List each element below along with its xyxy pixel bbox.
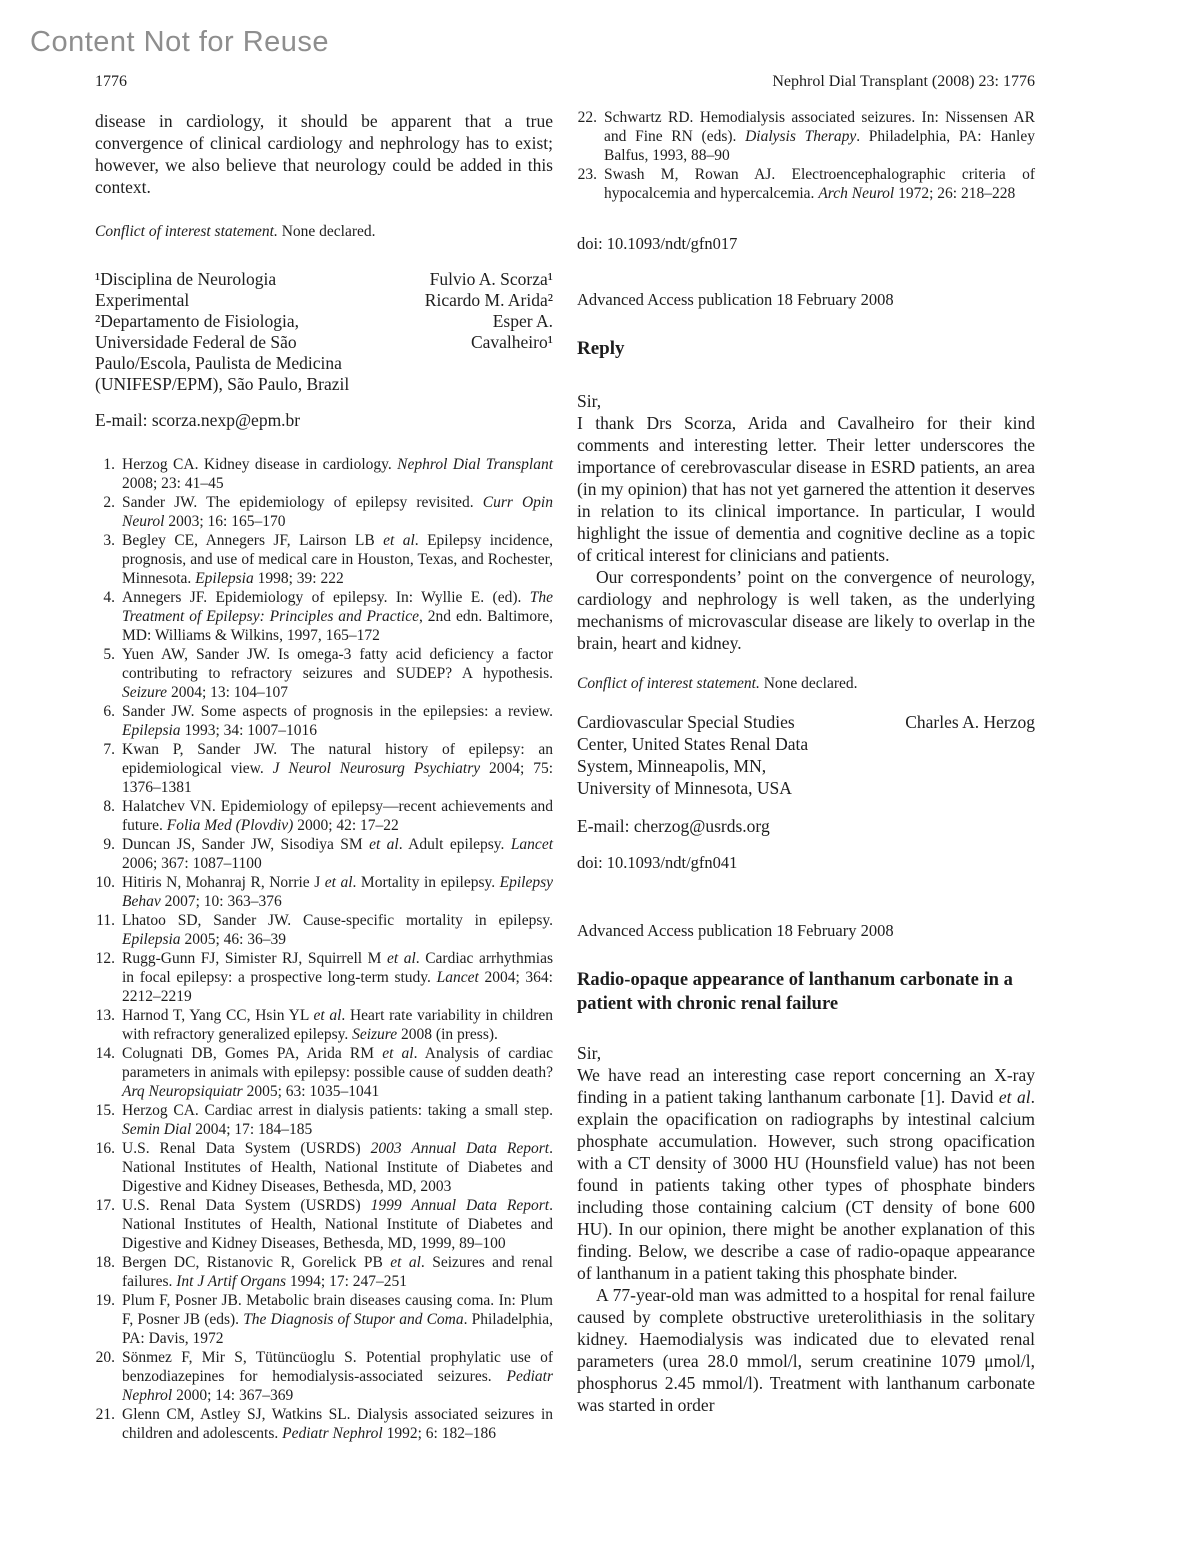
paragraph: Our correspondents’ point on the convergence of neurology, cardiology and nephrology is well taken, as the underlying mechanisms of microvascular disease are likely to overlap in the brain, heart and kidney. [577,567,1035,653]
reference-number: 22. [577,109,597,126]
letter-title: Radio-opaque appearance of lanthanum carbonate in a patient with chronic renal failure [577,970,1013,1014]
paragraph: I thank Drs Scorza, Arida and Cavalheiro for their kind comments and interesting letter. Their letter underscores the importance of cerebrovascular disease in ESRD patients, an area (in my opinion) that has not yet garnered the attention it deserves in relation to its clinical importance. In particular, I would highlight the issue of dementia and cognitive decline as a topic of critical interest for clinicians and patients. [577,413,1035,565]
reference-item: 5. Yuen AW, Sander JW. Is omega-3 fatty acid deficiency a factor contributing to refractory seizures and SUDEP? A hypothesis. Seizure 2004; 13: 104–107 [95,645,553,702]
text-line: ¹Disciplina de Neurologia [95,269,277,289]
text-line: Ricardo M. Arida² [424,290,553,310]
reference-item: 13. Harnod T, Yang CC, Hsin YL et al. Heart rate variability in children with refractory generalized epilepsy. Seizure 2008 (in press). [95,1007,553,1043]
reference-item: 23. Swash M, Rowan AJ. Electroencephalographic criteria of hypocalcemia and hypercalcemia. Arch Neurol 1972; 26: 218–228 [577,166,1035,202]
reference-number: 18. [95,1254,115,1271]
running-header [95,72,1035,91]
reference-item: 20. Sönmez F, Mir S, Tütüncüoglu S. Potential prophylatic use of benzodiazepines for hemodialysis-associated seizures. Pediatr Nephrol 2000; 14: 367–369 [95,1349,553,1404]
page-number: 1776 [95,73,127,90]
author-names [425,269,553,395]
right-column [577,104,1035,1416]
reference-item: 1. Herzog CA. Kidney disease in cardiology. Nephrol Dial Transplant 2008; 23: 41–45 [95,455,553,493]
reference-item: 21. Glenn CM, Astley SJ, Watkins SL. Dialysis associated seizures in children and adolescents. Pediatr Nephrol 1992; 6: 182–186 [95,1406,553,1442]
reference-number: 9. [103,836,115,853]
signature-affiliation [577,711,905,799]
text-line: Fulvio A. Scorza¹ [429,269,553,289]
left-column [95,104,553,1443]
references-list-continued [577,108,1035,203]
text-line: System, Minneapolis, MN, [577,756,767,776]
reference-number: 19. [95,1292,115,1309]
reference-item: 12. Rugg-Gunn FJ, Simister RJ, Squirrell M et al. Cardiac arrhythmias in focal epilepsy: a prospective long-term study. Lancet 2004; 364: 2212–2219 [95,950,553,1005]
reply-letter-body [577,390,1035,654]
signature-block [577,711,1035,799]
salutation: Sir, [577,391,602,411]
text-line: Esper A. [492,311,553,331]
text-line: Cardiovascular Special Studies [577,712,795,732]
reference-number: 12. [95,950,115,967]
email-line: E-mail: scorza.nexp@epm.br [95,410,301,430]
reference-item: 18. Bergen DC, Ristanovic R, Gorelick PB et al. Seizures and renal failures. Int J Artif Organs 1994; 17: 247–251 [95,1254,553,1290]
reference-item: 22. Schwartz RD. Hemodialysis associated seizures. In: Nissensen AR and Fine RN (eds). Dialysis Therapy. Philadelphia, PA: Hanley Balfus, 1993, 88–90 [577,109,1035,164]
reference-item: 16. U.S. Renal Data System (USRDS) 2003 Annual Data Report. National Institutes of Health, National Institute of Diabetes and Digestive and Kidney Diseases, Bethesda, MD, 2003 [95,1140,553,1195]
reference-number: 10. [95,874,115,891]
email-line: E-mail: cherzog@usrds.org [577,816,770,836]
paragraph: We have read an interesting case report concerning an X-ray finding in a patient taking lanthanum carbonate [1]. David et al. explain the opacification on radiographs by intestinal calcium phosphate accumulation. However, such strong opacification with a CT density of 3000 HU (Hounsfield value) has not been found in patients taking other types of phosphate binders including those containing calcium (CT density of bone 600 HU). In our opinion, there might be another explanation of this finding. Below, we describe a case of radio-opaque appearance of lanthanum in a patient taking this phosphate binder. [577,1065,1035,1283]
reference-item: 2. Sander JW. The epidemiology of epilepsy revisited. Curr Opin Neurol 2003; 16: 165–170 [95,493,553,531]
text-line: University of Minnesota, USA [577,778,792,798]
text-line: Center, United States Renal Data [577,734,809,754]
reference-item: 19. Plum F, Posner JB. Metabolic brain diseases causing coma. In: Plum F, Posner JB (eds). The Diagnosis of Stupor and Coma. Philadelphia, PA: Davis, 1972 [95,1292,553,1347]
reference-number: 7. [103,741,115,758]
reference-item: 4. Annegers JF. Epidemiology of epilepsy. In: Wyllie E. (ed). The Treatment of Epilepsy: Principles and Practice, 2nd edn. Baltimore, MD: Williams & Wilkins, 1997, 165–172 [95,588,553,645]
paragraph: A 77-year-old man was admitted to a hospital for renal failure caused by complete obstructive ureterolithiasis in the solitary kidney. Haemodialysis was indicated due to elevated renal parameters (urea 28.0 mmol/l, serum creatinine 1079 μmol/l, phosphorus 2.45 mmol/l). Treatment with lanthanum carbonate was started in order [577,1285,1035,1415]
reference-item: 9. Duncan JS, Sander JW, Sisodiya SM et al. Adult epilepsy. Lancet 2006; 367: 1087–1100 [95,835,553,873]
intro-paragraph: disease in cardiology, it should be apparent that a true convergence of clinical cardiology and nephrology has to exist; however, we also believe that neurology could be added in this context. [95,111,553,197]
reference-item: 6. Sander JW. Some aspects of prognosis in the epilepsies: a review. Epilepsia 1993; 34: 1007–1016 [95,702,553,740]
conflict-of-interest-statement: Conflict of interest statement. None declared. [95,223,376,240]
watermark-text: Content Not for Reuse [30,26,330,58]
doi-line: doi: 10.1093/ndt/gfn041 [577,853,738,872]
reference-item: 11. Lhatoo SD, Sander JW. Cause-specific mortality in epilepsy. Epilepsia 2005; 46: 36–39 [96,912,553,948]
reference-item: 17. U.S. Renal Data System (USRDS) 1999 Annual Data Report. National Institutes of Health, National Institute of Diabetes and Digestive and Kidney Diseases, Bethesda, MD, 1999, 89–100 [95,1197,553,1252]
journal-citation-header: Nephrol Dial Transplant (2008) 23: 1776 [772,73,1035,90]
conflict-of-interest-statement: Conflict of interest statement. None declared. [577,675,858,692]
reference-number: 13. [95,1007,115,1024]
text-line: (UNIFESP/EPM), São Paulo, Brazil [95,374,350,394]
doi-line: doi: 10.1093/ndt/gfn017 [577,234,738,253]
reference-number: 3. [103,532,115,549]
reference-item: 3. Begley CE, Annegers JF, Lairson LB et al. Epilepsy incidence, prognosis, and use of medical care in Houston, Texas, and Rochester, Minnesota. Epilepsia 1998; 39: 222 [95,531,553,588]
reference-number: 5. [103,646,115,663]
reference-number: 16. [95,1140,115,1157]
text-line: ²Departamento de Fisiologia, [95,311,300,331]
affiliation-block [95,269,553,395]
references-list [95,455,553,1443]
reply-heading: Reply [577,338,625,359]
text-line: Paulo/Escola, Paulista de Medicina [95,353,342,373]
reference-number: 20. [95,1349,115,1366]
reference-number: 1. [103,456,115,473]
reference-number: 15. [95,1102,115,1119]
reference-item: 10. Hitiris N, Mohanraj R, Norrie J et al. Mortality in epilepsy. Epilepsy Behav 2007; 10: 363–376 [95,874,553,910]
reference-number: 4. [103,589,115,606]
letter-body [577,1042,1035,1416]
text-line: Experimental [95,290,190,310]
advanced-access-line: Advanced Access publication 18 February 2008 [577,921,894,940]
reference-item: 7. Kwan P, Sander JW. The natural history of epilepsy: an epidemiological view. J Neurol Neurosurg Psychiatry 2004; 75: 1376–1381 [95,740,553,797]
reference-number: 2. [103,494,115,511]
salutation: Sir, [577,1043,602,1063]
advanced-access-line: Advanced Access publication 18 February 2008 [577,290,894,309]
reference-item: 15. Herzog CA. Cardiac arrest in dialysis patients: taking a small step. Semin Dial 2004; 17: 184–185 [95,1102,553,1138]
reference-number: 8. [103,798,115,815]
reference-number: 14. [95,1045,115,1062]
reference-item: 14. Colugnati DB, Gomes PA, Arida RM et al. Analysis of cardiac parameters in animals with epilepsy: possible cause of sudden death? Arq Neuropsiquiatr 2005; 63: 1035–1041 [95,1045,554,1100]
author-name: Charles A. Herzog [905,712,1035,732]
text-line: Universidade Federal de São [95,332,297,352]
reference-number: 23. [577,166,597,183]
reference-number: 21. [95,1406,115,1423]
reference-number: 6. [103,703,115,720]
reference-number: 11. [96,912,115,929]
reference-number: 17. [95,1197,115,1214]
text-line: Cavalheiro¹ [470,332,553,352]
reference-item: 8. Halatchev VN. Epidemiology of epilepsy—recent achievements and future. Folia Med (Plovdiv) 2000; 42: 17–22 [95,797,553,835]
affiliation-address [95,269,425,395]
